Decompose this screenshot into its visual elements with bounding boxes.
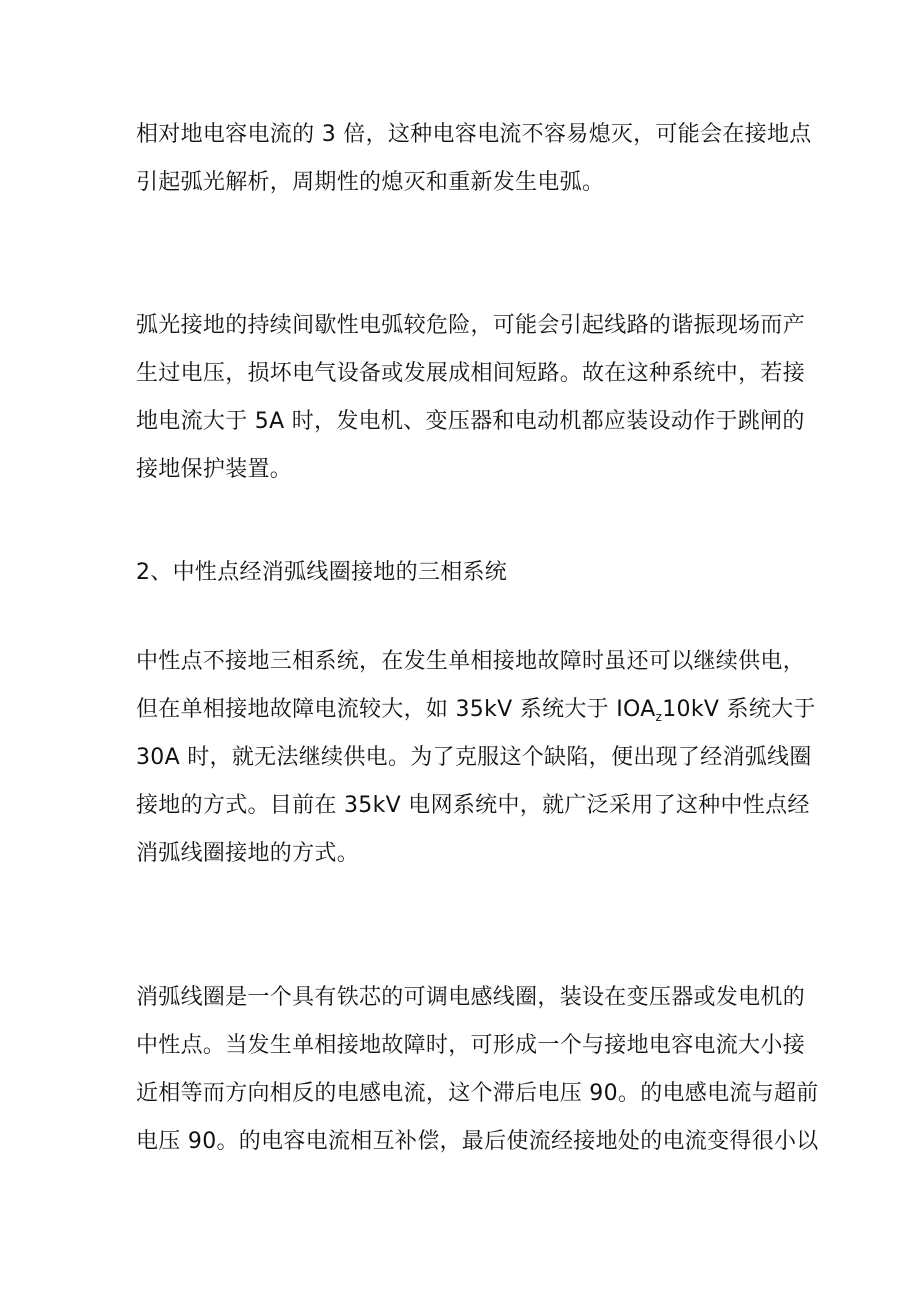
section-heading bbox=[136, 549, 796, 597]
text-line: 30A 时，就无法继续供电。为了克服这个缺陷，便出现了经消弧线圈 bbox=[136, 745, 812, 770]
heading-text: 2、中性点经消弧线圈接地的三相系统 bbox=[136, 560, 508, 585]
text-line: 消弧线圈接地的方式。 bbox=[136, 841, 360, 866]
paragraph-ungrounded-system bbox=[136, 638, 816, 878]
paragraph-arc-suppression-coil bbox=[136, 974, 819, 1166]
subscript-text: z bbox=[655, 710, 663, 724]
text-line: 中性点不接地三相系统，在发生单相接地故障时虽还可以继续供电， bbox=[136, 649, 806, 674]
text-line: 消弧线圈是一个具有铁芯的可调电感线圈，装设在变压器或发电机的 bbox=[136, 985, 806, 1010]
paragraph-arc-grounding bbox=[136, 302, 806, 494]
text-line: 相对地电容电流的 3 倍，这种电容电流不容易熄灭，可能会在接地点 bbox=[136, 122, 812, 147]
text-line: 引起弧光解析，周期性的熄灭和重新发生电弧。 bbox=[136, 170, 605, 195]
text-line: 接地的方式。目前在 35kV 电网系统中，就广泛采用了这种中性点经 bbox=[136, 793, 810, 818]
paragraph-capacitive-current bbox=[136, 111, 812, 207]
text-line: 电压 90。的电容电流相互补偿，最后使流经接地处的电流变得很小以 bbox=[136, 1129, 819, 1154]
text-line: 弧光接地的持续间歇性电弧较危险，可能会引起线路的谐振现场而产 bbox=[136, 313, 806, 338]
text-line: 生过电压，损坏电气设备或发展成相间短路。故在这种系统中，若接 bbox=[136, 361, 806, 386]
text-segment: 但在单相接地故障电流较大，如 35kV 系统大于 IOA bbox=[136, 697, 656, 722]
text-line: 近相等而方向相反的电感电流，这个滞后电压 90。的电感电流与超前 bbox=[136, 1081, 819, 1106]
text-line: 中性点。当发生单相接地故障时，可形成一个与接地电容电流大小接 bbox=[136, 1033, 806, 1058]
text-line: 接地保护装置。 bbox=[136, 457, 293, 482]
text-line-with-subscript bbox=[136, 686, 816, 734]
text-segment: 10kV 系统大于 bbox=[662, 697, 816, 722]
text-line: 地电流大于 5A 时，发电机、变压器和电动机都应装设动作于跳闸的 bbox=[136, 409, 805, 434]
